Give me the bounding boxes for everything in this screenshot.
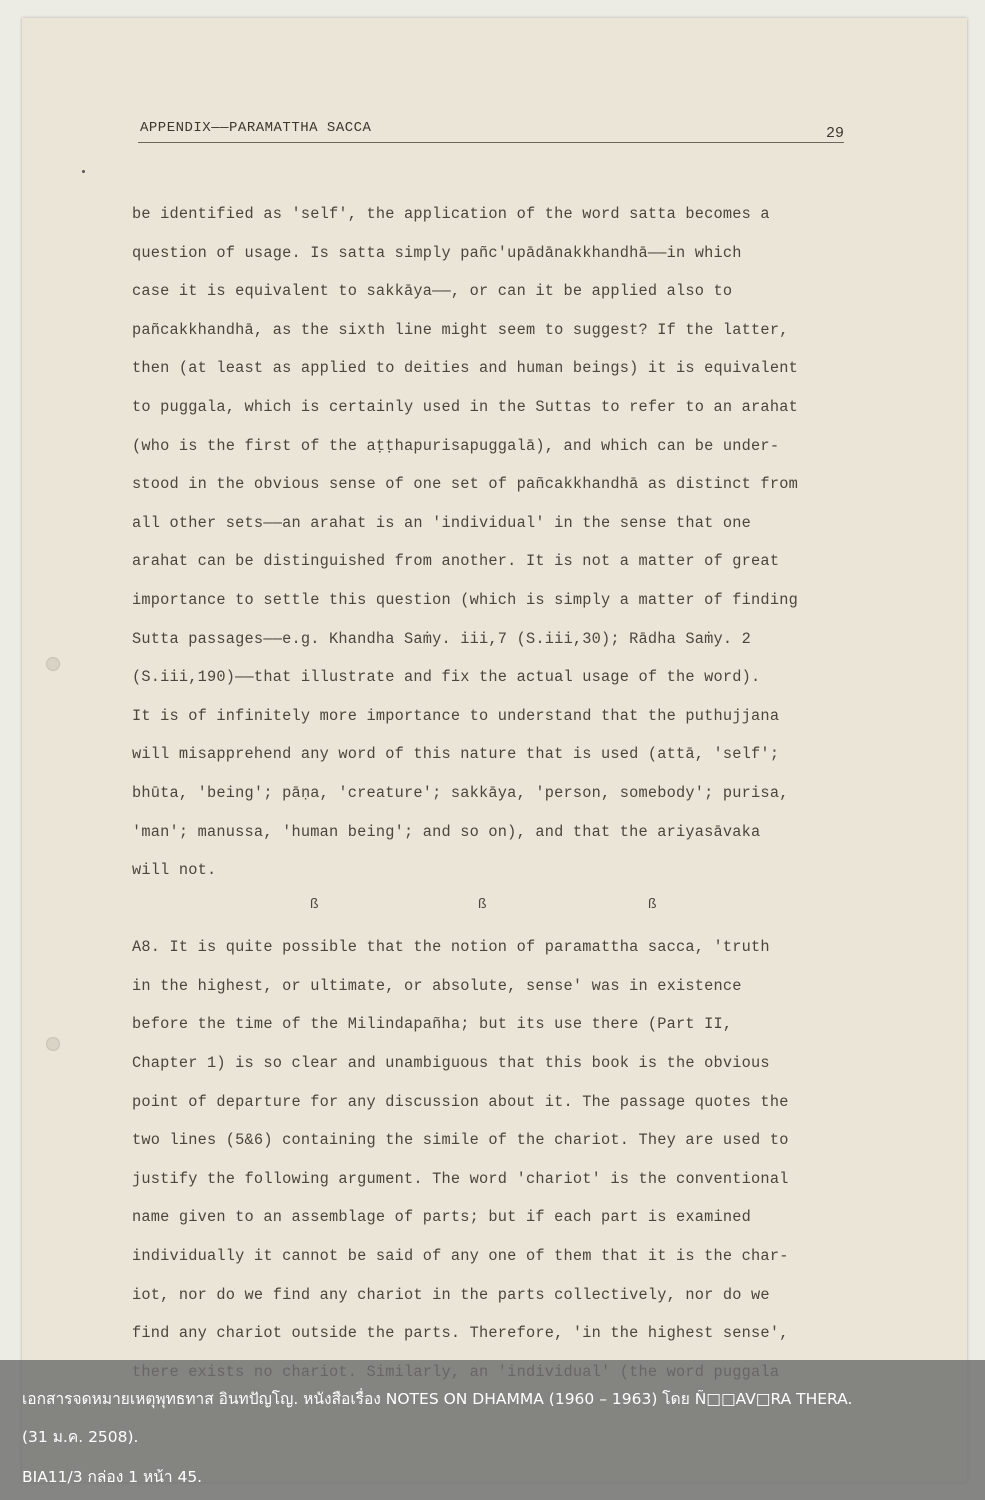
text-line: before the time of the Milindapañha; but its use there (Part II, — [132, 1015, 733, 1034]
caption-line: เอกสารจดหมายเหตุพุทธทาส อินทปัญโญ. หนังสือเรื่อง NOTES ON DHAMMA (1960 – 1963) โดย Ñ□□AV□RA THERA. — [22, 1390, 853, 1408]
text-line: pañcakkhandhā, as the sixth line might seem to suggest? If the latter, — [132, 320, 789, 339]
text-line: arahat can be distinguished from another. It is not a matter of great — [132, 552, 780, 571]
punch-hole-top — [46, 657, 60, 671]
archive-caption-bar — [0, 1360, 985, 1500]
text-line: then (at least as applied to deities and human beings) it is equivalent — [132, 359, 798, 378]
section-break-spacer — [132, 890, 852, 929]
text-line: be identified as 'self', the application of the word satta becomes a — [132, 205, 770, 223]
caption-line: BIA11/3 กล่อง 1 หน้า 45. — [22, 1468, 203, 1486]
text-line: Sutta passages——e.g. Khandha Saṁy. iii,7 (S.iii,30); Rādha Saṁy. 2 — [132, 629, 752, 648]
header-rule — [138, 142, 844, 143]
text-line: 'man'; manussa, 'human being'; and so on), and that the ariyasāvaka — [132, 822, 761, 841]
text-line: justify the following argument. The word 'chariot' is the conventional — [132, 1169, 789, 1188]
section-separator-mark: ß — [648, 897, 657, 913]
text-line: two lines (5&6) containing the simile of the chariot. They are used to — [132, 1131, 789, 1150]
text-line: importance to settle this question (which is simply a matter of finding — [132, 590, 798, 609]
text-line: all other sets——an arahat is an 'individual' in the sense that one — [132, 513, 752, 532]
text-line: Chapter 1) is so clear and unambiguous that this book is the obvious — [132, 1054, 770, 1073]
text-line: point of departure for any discussion about it. The passage quotes the — [132, 1092, 789, 1111]
text-line: It is of infinitely more importance to understand that the puthujjana — [132, 706, 780, 725]
text-line: A8. It is quite possible that the notion of paramattha sacca, 'truth — [132, 938, 770, 957]
text-line: will not. — [132, 861, 217, 880]
text-line: name given to an assemblage of parts; but if each part is examined — [132, 1208, 752, 1227]
text-line: question of usage. Is satta simply pañc'upādānakkhandhā——in which — [132, 243, 742, 262]
page-number: 29 — [826, 125, 845, 142]
body-text — [132, 195, 852, 1391]
text-line: (who is the first of the aṭṭhapurisapuggalā), and which can be under- — [132, 436, 780, 455]
punch-hole-bottom — [46, 1037, 60, 1051]
text-line: in the highest, or ultimate, or absolute, sense' was in existence — [132, 976, 742, 995]
text-line: individually it cannot be said of any one of them that it is the char- — [132, 1247, 789, 1266]
text-line: will misapprehend any word of this nature that is used (attā, 'self'; — [132, 745, 780, 764]
text-line: (S.iii,190)——that illustrate and fix the actual usage of the word). — [132, 668, 761, 687]
text-line: to puggala, which is certainly used in the Suttas to refer to an arahat — [132, 397, 798, 416]
margin-dot — [82, 170, 85, 173]
section-separator-mark: ß — [478, 897, 487, 913]
text-line: find any chariot outside the parts. Therefore, 'in the highest sense', — [132, 1324, 789, 1343]
caption-line: (31 ม.ค. 2508). — [22, 1428, 139, 1446]
text-line: bhūta, 'being'; pāṇa, 'creature'; sakkāya, 'person, somebody'; purisa, — [132, 783, 789, 802]
text-line: iot, nor do we find any chariot in the parts collectively, nor do we — [132, 1285, 770, 1304]
text-line: case it is equivalent to sakkāya——, or can it be applied also to — [132, 282, 733, 301]
text-line: stood in the obvious sense of one set of pañcakkhandhā as distinct from — [132, 475, 798, 494]
running-header-title: APPENDIX——PARAMATTHA SACCA — [140, 120, 372, 136]
section-separator-mark: ß — [310, 897, 319, 913]
